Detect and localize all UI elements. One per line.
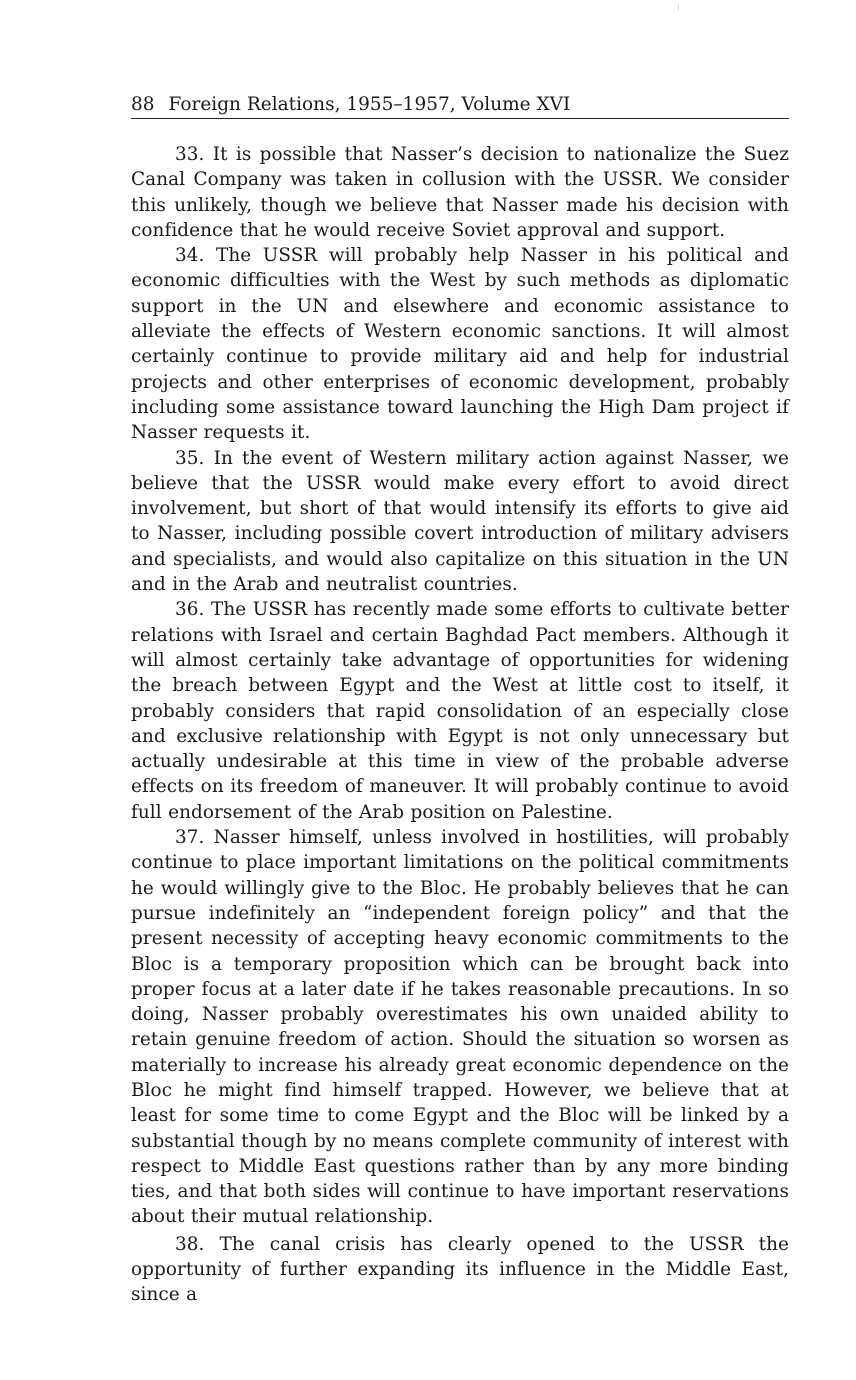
page-number: 88 bbox=[131, 94, 155, 115]
paragraph-37: 37. Nasser himself, unless involved in hostilities, will probably continue to place important limitations on the political commitments he would willingly give to the Bloc. He probably believes that he can pursue indefinitely an “independent foreign policy” and that the present necessity of accepting heavy economic commitments to the Bloc is a temporary proposition which can be brought back into proper focus at a later date if he takes reasonable precautions. In so doing, Nasser probably overestimates his own unaided ability to retain genuine freedom of action. Should the situation so worsen as materially to increase his already great economic dependence on the Bloc he might find himself trapped. However, we believe that at least for some time to come Egypt and the Bloc will be linked by a substantial though by no means complete community of interest with respect to Middle East questions rather than by any more binding ties, and that both sides will continue to have important reservations about their mutual relationship. bbox=[131, 827, 789, 1228]
document-page bbox=[131, 93, 789, 1308]
paragraph-38: 38. The canal crisis has clearly opened to the USSR the opportunity of further expanding its influence in the Middle East, since a bbox=[131, 1233, 789, 1306]
body-text bbox=[131, 142, 789, 1308]
volume-title: Foreign Relations, 1955–1957, Volume XVI bbox=[168, 94, 571, 115]
paragraph-34: 34. The USSR will probably help Nasser in his political and economic difficulties with the West by such methods as diplomatic support in the UN and elsewhere and economic assistance to alleviate the effects of Western economic sanctions. It will almost certainly continue to provide military aid and help for industrial projects and other enterprises of economic development, probably including some assistance toward launching the High Dam project if Nasser requests it. bbox=[131, 245, 789, 444]
scan-artifact-mark bbox=[678, 4, 679, 11]
running-head bbox=[131, 93, 789, 119]
paragraph-33: 33. It is possible that Nasser’s decision to nationalize the Suez Canal Company was taken in collusion with the USSR. We consider this unlikely, though we believe that Nasser made his decision with confidence that he would receive Soviet approval and support. bbox=[131, 144, 789, 241]
paragraph-36: 36. The USSR has recently made some efforts to cultivate better relations with Israel and certain Baghdad Pact members. Although it will almost certainly take advantage of opportunities for widening the breach between Egypt and the West at little cost to itself, it probably considers that rapid consolidation of an especially close and exclusive relationship with Egypt is not only unnecessary but actually undesirable at this time in view of the probable adverse effects on its freedom of maneuver. It will probably continue to avoid full endorsement of the Arab position on Palestine. bbox=[131, 599, 789, 823]
paragraph-35: 35. In the event of Western military action against Nasser, we believe that the USSR would make every effort to avoid direct involvement, but short of that would intensify its efforts to give aid to Nasser, including possible covert introduction of military advisers and specialists, and would also capitalize on this situation in the UN and in the Arab and neutralist countries. bbox=[131, 447, 789, 596]
